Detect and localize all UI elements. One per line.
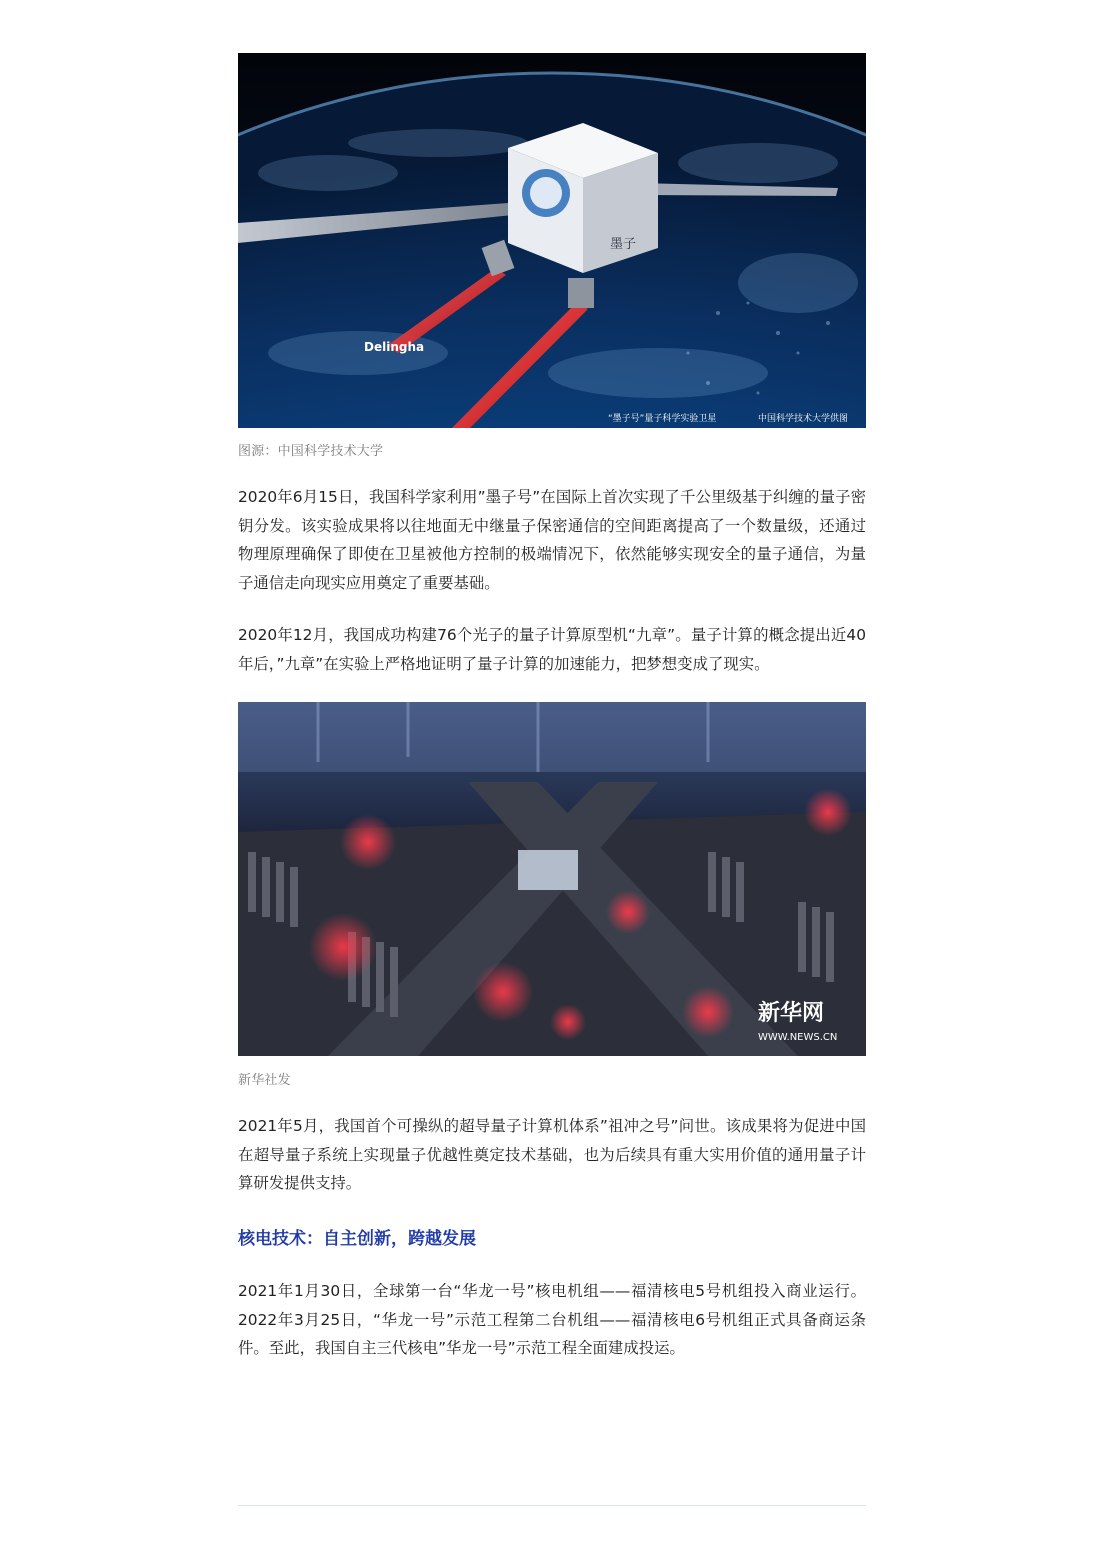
figure-caption: 图源：中国科学技术大学	[238, 444, 384, 459]
section-heading: 核电技术：自主创新，跨越发展	[238, 1229, 476, 1249]
paragraph-zuchongzhi: 2021年5月，我国首个可操纵的超导量子计算机体系”祖冲之号”问世。该成果将为促进中国在超导量子系统上实现量子优越性奠定技术基础，也为后续具有重大实用价值的通用量子计算研发提供支持。	[238, 1117, 866, 1192]
watermark-url: WWW.NEWS.CN	[758, 1032, 838, 1043]
paragraph-hualong: 2021年1月30日，全球第一台“华龙一号”核电机组——福清核电5号机组投入商业运行。2022年3月25日，“华龙一号”示范工程第二台机组——福清核电6号机组正式具备商运条件。至此，我国自主三代核电”华龙一号”示范工程全面建成投运。	[238, 1282, 866, 1357]
watermark-title: 新华网	[758, 1001, 825, 1026]
bottom-divider	[238, 1505, 866, 1506]
satellite-logo: 墨子	[610, 237, 637, 252]
paragraph-micius: 2020年6月15日，我国科学家利用”墨子号”在国际上首次实现了千公里级基于纠缠的量子密钥分发。该实验成果将以往地面无中继量子保密通信的空间距离提高了一个数量级，还通过物理原理确保了即使在卫星被他方控制的极端情况下，依然能够实现安全的量子通信，为量子通信走向现实应用奠定了重要基础。	[238, 488, 866, 592]
jiuzhang-illustration	[238, 702, 866, 1056]
quantum-computer-photo	[238, 702, 866, 1056]
satellite-illustration	[238, 53, 866, 428]
inset-caption: “墨子号”量子科学实验卫星	[608, 414, 717, 424]
figure-caption: 新华社发	[238, 1073, 291, 1088]
place-label: Delingha	[364, 340, 425, 354]
inset-credit: 中国科学技术大学供图	[758, 414, 849, 424]
satellite-photo	[238, 53, 866, 428]
paragraph-jiuzhang: 2020年12月，我国成功构建76个光子的量子计算原型机“九章”。量子计算的概念提出近40年后，”九章”在实验上严格地证明了量子计算的加速能力，把梦想变成了现实。	[238, 626, 866, 673]
